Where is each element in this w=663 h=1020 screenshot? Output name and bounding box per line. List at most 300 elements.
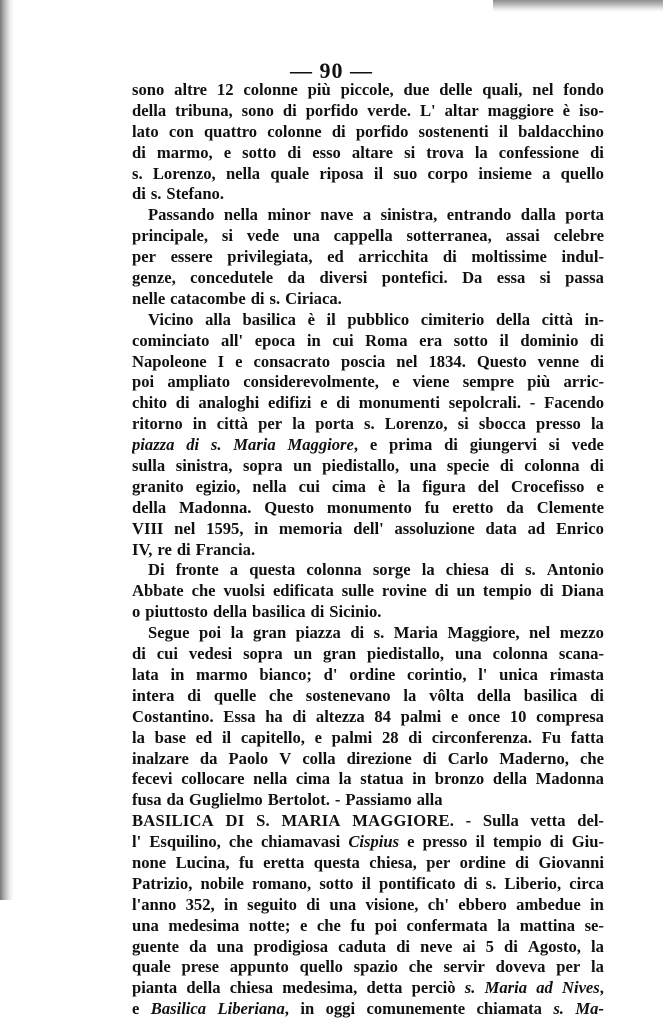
word: sono — [132, 80, 165, 99]
word: servir — [443, 957, 485, 977]
body-text — [132, 80, 604, 1020]
text-line — [132, 581, 604, 602]
word: cominciato — [132, 330, 210, 350]
word: giungervi — [469, 435, 538, 455]
word: fu — [238, 852, 254, 872]
word: s. — [464, 978, 476, 998]
text-line — [132, 456, 604, 477]
word: data — [485, 518, 517, 538]
word: di — [500, 560, 514, 580]
word: fecevi — [132, 769, 173, 789]
word: suo — [393, 163, 418, 183]
text-line — [132, 80, 604, 101]
word: una — [216, 936, 244, 956]
text-line — [132, 143, 604, 164]
word: di — [331, 121, 346, 141]
text-line — [132, 247, 604, 268]
word: ad — [527, 518, 546, 538]
word: 28 — [381, 727, 399, 747]
word: di — [463, 873, 478, 893]
word: di — [132, 184, 146, 204]
word: Essa — [223, 706, 256, 726]
word: di — [434, 581, 449, 601]
word: L' — [419, 100, 436, 120]
word: 12 — [216, 80, 234, 99]
word: VIII — [132, 518, 164, 538]
word: ad — [536, 978, 553, 998]
word: di — [186, 435, 200, 455]
text-line — [132, 999, 604, 1020]
word: colonne — [267, 121, 322, 141]
word: Passiamo — [345, 790, 412, 810]
word: Nives, — [561, 978, 604, 998]
word: la — [421, 560, 435, 580]
word: di — [132, 644, 146, 664]
word: DI — [225, 811, 245, 831]
word: era — [419, 330, 443, 350]
word: una — [409, 456, 437, 476]
word: una — [132, 915, 159, 935]
word: e — [223, 142, 232, 162]
word: più — [527, 372, 551, 392]
word: all' — [221, 330, 244, 350]
word: sotto — [453, 330, 488, 350]
word: celebre — [553, 226, 604, 246]
word: base — [154, 727, 186, 747]
word: direzione — [346, 748, 412, 768]
word: s. — [373, 623, 385, 643]
word: - — [465, 811, 472, 831]
word: ambedue — [516, 894, 581, 914]
text-line — [132, 331, 604, 352]
word: che — [408, 957, 433, 977]
word: Maria — [484, 978, 527, 998]
word: altezza — [315, 706, 365, 726]
word: bronzo — [434, 769, 485, 789]
word: Giu- — [571, 832, 604, 852]
word: esso — [312, 142, 341, 162]
word: da — [199, 748, 218, 768]
word: Patrizio, — [132, 873, 193, 893]
word: da — [166, 790, 185, 810]
word: neve — [420, 936, 453, 956]
word: vuolsi — [223, 581, 265, 601]
word: di — [539, 581, 554, 601]
word: in — [412, 769, 427, 789]
word: prima — [388, 435, 433, 455]
word: sinistra, — [380, 205, 438, 225]
word: la — [590, 957, 604, 977]
word: minor — [267, 205, 311, 225]
text-line — [132, 101, 604, 122]
word: che — [191, 581, 216, 601]
word: nel — [529, 623, 551, 643]
word: venne — [537, 351, 580, 371]
word: il — [475, 832, 485, 852]
word: di — [350, 623, 365, 643]
word: nel — [532, 80, 554, 99]
word: none — [132, 852, 167, 872]
word: il — [373, 163, 384, 183]
word: di — [187, 685, 202, 705]
word: un — [456, 581, 475, 601]
word: s. — [269, 288, 281, 308]
word: quello — [560, 163, 604, 183]
word: Maggiore, — [447, 623, 520, 643]
text-line — [132, 957, 604, 978]
word: la — [292, 414, 306, 434]
word: romano, — [252, 873, 312, 893]
word: che — [228, 832, 253, 852]
word: Lucina, — [175, 852, 230, 872]
word: passa — [565, 268, 604, 288]
word: della — [132, 497, 167, 517]
word: altare — [351, 142, 394, 162]
word: in — [192, 414, 207, 434]
text-line — [132, 728, 604, 749]
word: Roma — [365, 330, 408, 350]
word: dominio — [520, 330, 579, 350]
word: catacombe — [170, 288, 246, 308]
word: in — [170, 664, 185, 684]
word: BASILICA — [132, 811, 214, 831]
word: due — [403, 80, 430, 99]
word: e — [320, 393, 328, 413]
word: la — [474, 142, 488, 162]
word: Abbate — [132, 581, 184, 601]
word: sulle — [341, 581, 374, 601]
word: di — [590, 456, 604, 476]
word: sorge — [372, 560, 411, 580]
word: o — [132, 602, 141, 622]
word: - — [529, 393, 536, 413]
word: ordine — [349, 664, 396, 684]
word: colonne — [243, 80, 298, 99]
word: Guglielmo — [188, 790, 263, 810]
word: MAGGIORE. — [352, 811, 454, 831]
word: cima — [331, 476, 366, 496]
word: Stefano. — [166, 184, 225, 204]
text-line — [132, 832, 604, 853]
word: di — [590, 685, 604, 705]
word: circa — [569, 873, 604, 893]
word: questa — [313, 852, 360, 872]
word: presso — [422, 832, 468, 852]
word: 84 — [374, 706, 391, 726]
word: nella — [252, 476, 287, 496]
word: di — [590, 351, 604, 371]
word: marmo, — [156, 142, 213, 162]
word: arric- — [563, 372, 604, 392]
word: sinistra, — [175, 456, 233, 476]
word: spazio — [353, 957, 398, 977]
word: rovine — [381, 581, 427, 601]
word: insieme — [478, 163, 532, 183]
word: per — [258, 414, 283, 434]
word: di — [250, 288, 265, 308]
word: verde. — [367, 100, 411, 120]
text-line — [132, 435, 604, 456]
word: sepolcrali. — [448, 393, 522, 413]
word: essere — [170, 247, 213, 267]
word: eretta — [263, 852, 305, 872]
text-line — [132, 937, 604, 958]
word: tribuna, — [175, 100, 233, 120]
word: di — [503, 936, 518, 956]
word: e — [369, 435, 378, 455]
word: del- — [577, 811, 604, 831]
word: Facendo — [544, 393, 604, 413]
text-line — [132, 811, 604, 832]
word: il — [498, 121, 508, 141]
word: di — [336, 393, 351, 413]
word: once — [467, 706, 501, 726]
word: mezzo — [559, 623, 604, 643]
word: gran — [253, 623, 287, 643]
word: di — [590, 330, 604, 350]
word: V — [279, 748, 292, 768]
word: un — [293, 456, 312, 476]
word: 352, — [185, 894, 215, 914]
word: cappella — [333, 226, 393, 246]
word: l' — [478, 664, 488, 684]
word: s. — [150, 184, 162, 204]
word: marmo — [196, 664, 248, 684]
word: medesima, — [282, 978, 358, 998]
word: cima — [295, 769, 331, 789]
text-line — [132, 769, 604, 790]
word: la — [230, 623, 244, 643]
word: epoca — [254, 330, 296, 350]
word: monumenti — [358, 393, 440, 413]
word: concedutele — [190, 268, 274, 288]
word: città — [541, 309, 573, 329]
word: - — [334, 790, 341, 810]
text-line — [132, 665, 604, 686]
word: quale — [270, 163, 310, 183]
word: sostenenti — [418, 121, 489, 141]
word: Sulla — [482, 811, 519, 831]
word: delle — [439, 80, 473, 99]
word: di — [408, 727, 423, 747]
word: cui — [332, 330, 354, 350]
word: quali, — [482, 80, 523, 99]
word: in — [223, 894, 238, 914]
word: memoria — [278, 518, 343, 538]
word: Antonio — [546, 560, 604, 580]
word: Costantino. — [132, 706, 214, 726]
word: porta — [565, 205, 604, 225]
word: Giovanni — [538, 852, 604, 872]
word: porfido — [355, 121, 409, 141]
word: re — [157, 539, 172, 559]
word: prese — [181, 957, 219, 977]
word: pontificato — [378, 873, 456, 893]
word: e — [299, 915, 308, 935]
word: assai — [505, 226, 540, 246]
word: appunto — [229, 957, 289, 977]
word: 5 — [485, 936, 494, 956]
word: nave — [320, 205, 354, 225]
word: 10 — [509, 706, 527, 726]
word: Carlo — [447, 748, 489, 768]
text-line — [132, 916, 604, 937]
word: s. — [364, 414, 375, 434]
word: sopra — [242, 456, 283, 476]
word: ebbero — [458, 894, 507, 914]
word: analoghi — [198, 393, 260, 413]
text-line — [132, 978, 604, 999]
word: Bertolot. — [267, 790, 330, 810]
word: in- — [584, 309, 604, 329]
word: e — [596, 476, 604, 496]
word: il — [326, 309, 336, 329]
word: nella — [223, 205, 258, 225]
text-line — [132, 498, 604, 519]
word: ch' — [427, 894, 449, 914]
word: gran — [322, 644, 357, 664]
word: una — [292, 226, 320, 246]
word: genze, — [132, 268, 176, 288]
word: della — [492, 769, 528, 789]
word: specie — [446, 456, 490, 476]
word: mattina — [519, 915, 575, 935]
text-line — [132, 790, 604, 811]
text-line — [132, 707, 604, 728]
word: si — [404, 142, 416, 162]
text-line — [132, 623, 604, 644]
word: Segue — [148, 623, 190, 643]
word: considerevolmente, — [243, 372, 379, 392]
word: Clemente — [536, 497, 604, 517]
word: di — [176, 539, 191, 559]
word: fronte — [175, 560, 219, 580]
word: colla — [302, 748, 336, 768]
word: e — [314, 727, 322, 747]
word: consacrato — [253, 351, 331, 371]
word: l'anno — [132, 894, 177, 914]
word: principale, — [132, 226, 209, 246]
word: confermata — [406, 915, 488, 935]
word: monumento — [326, 497, 412, 517]
word: per — [426, 852, 451, 872]
word: Liberio, — [504, 873, 562, 893]
word: piedistallo, — [322, 456, 400, 476]
word: dell' — [353, 518, 384, 538]
word: a — [229, 560, 239, 580]
word: il — [499, 330, 509, 350]
word: di — [590, 142, 604, 162]
word: cui — [298, 476, 320, 496]
word: della — [186, 978, 221, 998]
word: basilica — [523, 685, 578, 705]
word: chiamavasi — [260, 832, 341, 852]
word: corpo — [427, 163, 469, 183]
word: piedistallo, — [367, 644, 445, 664]
text-line — [132, 644, 604, 665]
word: altar — [444, 100, 479, 120]
word: città — [216, 414, 249, 434]
word: quattro — [203, 121, 258, 141]
text-line — [132, 477, 604, 498]
word: S. — [256, 811, 270, 831]
word: doveva — [495, 957, 546, 977]
word: Paolo — [228, 748, 269, 768]
word: arricchita — [358, 247, 429, 267]
word: che — [269, 685, 293, 705]
word: 1595, — [206, 518, 244, 538]
word: prodigiosa — [253, 936, 329, 956]
word: poi — [132, 372, 155, 392]
word: della — [132, 100, 167, 120]
word: di — [396, 936, 411, 956]
word: e — [235, 351, 243, 371]
word: ritorno — [132, 414, 183, 434]
word: nella — [253, 769, 288, 789]
word: di — [310, 602, 325, 622]
word: guente — [132, 936, 180, 956]
word: Basilica — [150, 999, 207, 1019]
word: sulla — [132, 456, 166, 476]
word: chiesa — [229, 978, 274, 998]
word: palmi — [331, 727, 373, 747]
word: si — [221, 226, 233, 246]
word: ha — [265, 706, 283, 726]
text-line — [132, 874, 604, 895]
word: s. — [210, 435, 222, 455]
word: la — [497, 915, 511, 935]
word: piuttosto — [145, 602, 208, 622]
word: lata — [132, 664, 159, 684]
word: fatta — [570, 727, 604, 747]
word: Maria — [233, 435, 276, 455]
word: collocare — [181, 769, 245, 789]
word: si — [539, 268, 551, 288]
word: da — [287, 268, 306, 288]
word: intera — [132, 685, 175, 705]
word: in — [590, 894, 604, 914]
word: iso- — [579, 100, 604, 120]
word: è — [378, 476, 386, 496]
word: Fu — [541, 727, 562, 747]
word: se- — [584, 915, 604, 935]
word: della — [495, 309, 531, 329]
word: la — [132, 727, 145, 747]
word: vôlta — [429, 685, 465, 705]
word: della — [212, 602, 248, 622]
word: è — [307, 309, 315, 329]
word: di — [282, 100, 297, 120]
text-line — [132, 540, 604, 561]
text-line — [132, 393, 604, 414]
word: d' — [323, 664, 338, 684]
word: Agosto, — [527, 936, 581, 956]
word: con — [168, 121, 194, 141]
word: privilegiata, — [227, 247, 313, 267]
word: colonna — [306, 560, 362, 580]
word: colonna — [524, 456, 580, 476]
text-line — [132, 184, 604, 205]
word: per — [556, 957, 581, 977]
word: in — [306, 330, 321, 350]
word: viene — [412, 372, 450, 392]
word: sostenevano — [305, 685, 391, 705]
word: caduta — [338, 936, 387, 956]
word: di — [306, 894, 321, 914]
word: granito — [132, 476, 184, 496]
word: presso — [535, 414, 581, 434]
word: quello — [299, 957, 343, 977]
